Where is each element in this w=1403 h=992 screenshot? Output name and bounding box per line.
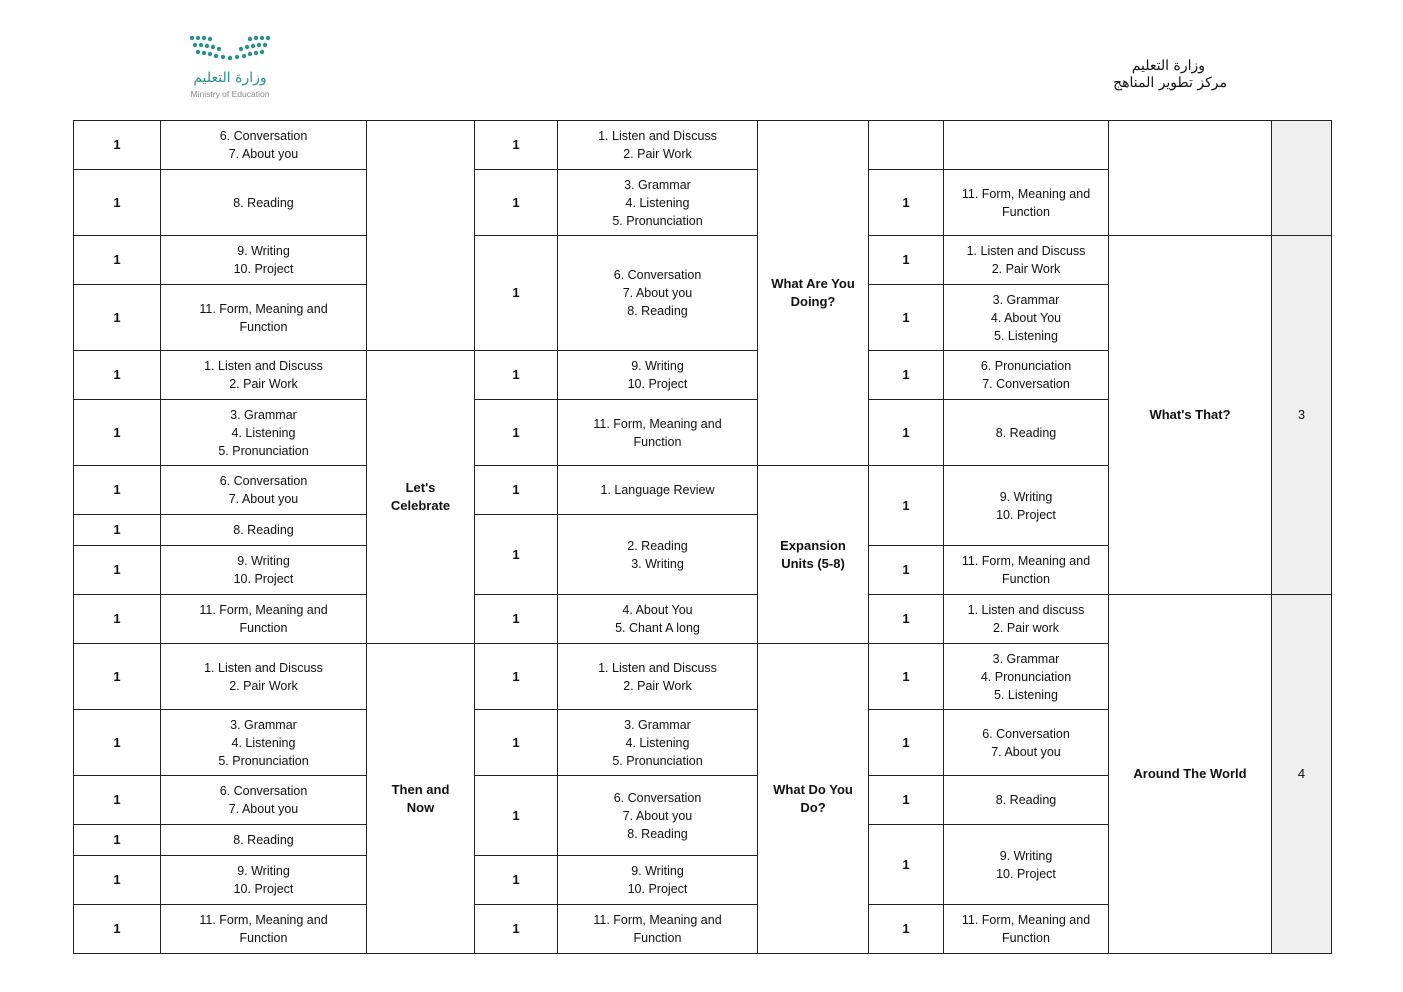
lesson-count: 1 bbox=[869, 905, 944, 954]
lesson-count: 1 bbox=[869, 400, 944, 466]
logo-dots-icon bbox=[188, 34, 274, 66]
ministry-title: وزارة التعليم bbox=[1131, 58, 1205, 74]
lesson-cell: 9. Writing 10. Project bbox=[161, 546, 367, 595]
lesson-cell: 1. Listen and Discuss 2. Pair Work bbox=[558, 644, 758, 710]
lesson-cell: 9. Writing 10. Project bbox=[161, 856, 367, 905]
unit-expansion: Expansion Units (5-8) bbox=[758, 466, 869, 644]
lesson-count: 1 bbox=[74, 856, 161, 905]
page-header bbox=[1113, 58, 1227, 92]
lesson-cell: 11. Form, Meaning and Function bbox=[558, 905, 758, 954]
unit-around-the-world: Around The World bbox=[1109, 595, 1272, 954]
lesson-cell: 1. Listen and Discuss 2. Pair Work bbox=[944, 236, 1109, 285]
lesson-count: 1 bbox=[869, 595, 944, 644]
lesson-cell: 3. Grammar 4. Listening 5. Pronunciation bbox=[161, 710, 367, 776]
lesson-cell: 1. Listen and Discuss 2. Pair Work bbox=[161, 644, 367, 710]
lesson-count: 1 bbox=[869, 466, 944, 546]
lesson-count: 1 bbox=[74, 285, 161, 351]
lesson-cell: 11. Form, Meaning and Function bbox=[161, 905, 367, 954]
lesson-count: 1 bbox=[475, 856, 558, 905]
lesson-count: 1 bbox=[869, 236, 944, 285]
lesson-count: 1 bbox=[475, 400, 558, 466]
lesson-cell: 9. Writing 10. Project bbox=[558, 856, 758, 905]
lesson-cell bbox=[944, 121, 1109, 170]
lesson-cell: 6. Pronunciation 7. Conversation bbox=[944, 351, 1109, 400]
lesson-count: 1 bbox=[869, 710, 944, 776]
unit-lets-celebrate: Let's Celebrate bbox=[367, 351, 475, 644]
lesson-cell: 2. Reading 3. Writing bbox=[558, 515, 758, 595]
lesson-count: 1 bbox=[74, 546, 161, 595]
lesson-count: 1 bbox=[475, 710, 558, 776]
logo-english-text: Ministry of Education bbox=[190, 89, 270, 99]
lesson-cell: 1. Language Review bbox=[558, 466, 758, 515]
lesson-cell: 11. Form, Meaning and Function bbox=[944, 905, 1109, 954]
lesson-count: 1 bbox=[869, 546, 944, 595]
lesson-cell: 9. Writing 10. Project bbox=[944, 825, 1109, 905]
lesson-count: 1 bbox=[74, 710, 161, 776]
unit-then-and-now: Then and Now bbox=[367, 644, 475, 954]
lesson-cell: 1. Listen and discuss 2. Pair work bbox=[944, 595, 1109, 644]
logo-arabic-text: وزارة التعليم bbox=[193, 70, 267, 86]
table-row bbox=[74, 595, 1332, 644]
lesson-cell: 11. Form, Meaning and Function bbox=[161, 285, 367, 351]
lesson-count: 1 bbox=[74, 351, 161, 400]
lesson-count: 1 bbox=[74, 776, 161, 825]
lesson-count: 1 bbox=[869, 825, 944, 905]
lesson-count: 1 bbox=[74, 905, 161, 954]
lesson-count: 1 bbox=[74, 515, 161, 546]
lesson-cell: 4. About You 5. Chant A long bbox=[558, 595, 758, 644]
lesson-count: 1 bbox=[74, 595, 161, 644]
lesson-count: 1 bbox=[475, 236, 558, 351]
lesson-count: 1 bbox=[475, 905, 558, 954]
lesson-cell: 11. Form, Meaning and Function bbox=[558, 400, 758, 466]
lesson-cell: 6. Conversation 7. About you bbox=[944, 710, 1109, 776]
lesson-cell: 6. Conversation 7. About you 8. Reading bbox=[558, 236, 758, 351]
lesson-cell: 9. Writing 10. Project bbox=[944, 466, 1109, 546]
unit-whats-that: What's That? bbox=[1109, 236, 1272, 595]
grade-3: 3 bbox=[1272, 236, 1332, 595]
center-title: مركز تطوير المناهج bbox=[1113, 75, 1227, 91]
lesson-count: 1 bbox=[475, 351, 558, 400]
lesson-cell: 3. Grammar 4. Listening 5. Pronunciation bbox=[558, 710, 758, 776]
table-row bbox=[74, 236, 1332, 285]
lesson-count: 1 bbox=[869, 285, 944, 351]
lesson-cell: 9. Writing 10. Project bbox=[558, 351, 758, 400]
lesson-count: 1 bbox=[74, 644, 161, 710]
unit-cell-empty bbox=[1109, 121, 1272, 236]
lesson-cell: 11. Form, Meaning and Function bbox=[161, 595, 367, 644]
lesson-cell: 9. Writing 10. Project bbox=[161, 236, 367, 285]
lesson-count: 1 bbox=[475, 466, 558, 515]
lesson-cell: 3. Grammar 4. Pronunciation 5. Listening bbox=[944, 644, 1109, 710]
lesson-cell: 11. Form, Meaning and Function bbox=[944, 546, 1109, 595]
lesson-cell: 3. Grammar 4. Listening 5. Pronunciation bbox=[558, 170, 758, 236]
curriculum-plan-table bbox=[73, 120, 1332, 954]
lesson-count: 1 bbox=[475, 776, 558, 856]
lesson-cell: 6. Conversation 7. About you bbox=[161, 121, 367, 170]
lesson-count: 1 bbox=[74, 170, 161, 236]
lesson-cell: 6. Conversation 7. About you 8. Reading bbox=[558, 776, 758, 856]
unit-what-are-you-doing: What Are You Doing? bbox=[758, 121, 869, 466]
lesson-cell: 6. Conversation 7. About you bbox=[161, 466, 367, 515]
lesson-count: 1 bbox=[869, 170, 944, 236]
lesson-cell: 8. Reading bbox=[161, 170, 367, 236]
lesson-cell: 11. Form, Meaning and Function bbox=[944, 170, 1109, 236]
lesson-count: 1 bbox=[869, 351, 944, 400]
lesson-cell: 1. Listen and Discuss 2. Pair Work bbox=[161, 351, 367, 400]
lesson-cell: 8. Reading bbox=[161, 515, 367, 546]
lesson-count: 1 bbox=[74, 466, 161, 515]
ministry-logo bbox=[186, 34, 276, 102]
grade-cell-empty bbox=[1272, 121, 1332, 236]
lesson-count: 1 bbox=[74, 400, 161, 466]
lesson-count: 1 bbox=[475, 515, 558, 595]
lesson-count: 1 bbox=[475, 595, 558, 644]
grade-4: 4 bbox=[1272, 595, 1332, 954]
lesson-count: 1 bbox=[869, 644, 944, 710]
unit-what-do-you-do: What Do You Do? bbox=[758, 644, 869, 954]
table-row bbox=[74, 121, 1332, 170]
lesson-count: 1 bbox=[74, 825, 161, 856]
lesson-cell: 3. Grammar 4. About You 5. Listening bbox=[944, 285, 1109, 351]
lesson-cell: 3. Grammar 4. Listening 5. Pronunciation bbox=[161, 400, 367, 466]
lesson-count: 1 bbox=[475, 170, 558, 236]
lesson-count: 1 bbox=[475, 121, 558, 170]
lesson-count: 1 bbox=[74, 236, 161, 285]
lesson-count bbox=[869, 121, 944, 170]
unit-cell-empty bbox=[367, 121, 475, 351]
lesson-cell: 1. Listen and Discuss 2. Pair Work bbox=[558, 121, 758, 170]
lesson-count: 1 bbox=[475, 644, 558, 710]
lesson-count: 1 bbox=[74, 121, 161, 170]
lesson-cell: 8. Reading bbox=[944, 400, 1109, 466]
lesson-cell: 6. Conversation 7. About you bbox=[161, 776, 367, 825]
lesson-cell: 8. Reading bbox=[161, 825, 367, 856]
lesson-count: 1 bbox=[869, 776, 944, 825]
lesson-cell: 8. Reading bbox=[944, 776, 1109, 825]
